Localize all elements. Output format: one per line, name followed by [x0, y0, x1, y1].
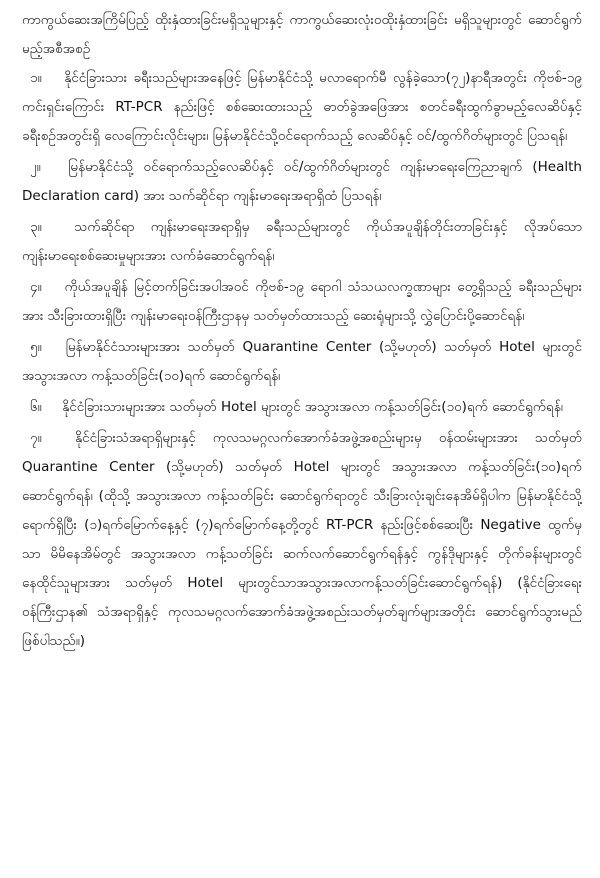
clause-number: ၂။ — [30, 159, 41, 175]
clause-number: ၄။ — [30, 279, 42, 295]
clause-text: မြန်မာနိုင်ငံသို့ ဝင်ရောက်သည့်လေဆိပ်နှင့် ဝင်/ထွက်ဂိတ်များတွင် ကျန်းမာရေးကြေညာချက် (Health Declaration card) အား သက်ဆိုင်ရာ ကျန်းမာရေးအရာရှိထံ ပြသရန်၊ — [22, 159, 582, 204]
clause-number: ၃။ — [30, 219, 42, 235]
clause-number: ၇။ — [30, 430, 42, 446]
clause-text: သက်ဆိုင်ရာ ကျန်းမာရေးအရာရှိမှ ခရီးသည်များတွင် ကိုယ်အပူချိန်တိုင်းတာခြင်းနှင့် လိုအပ်သော ကျန်းမာရေးစစ်ဆေးမှုများအား လက်ခံဆောင်ရွက်ရန်၊ — [22, 219, 582, 264]
clause-number: ၁။ — [30, 70, 42, 86]
document-heading: ကာကွယ်ဆေးအကြိမ်ပြည့် ထိုးနှံထားခြင်းမရှိသူများနှင့် ကာကွယ်ဆေးလုံးဝထိုးနှံထားခြင်း မရှိသူများတွင် ဆောင်ရွက်မည့်အစီအစဉ် — [22, 12, 582, 57]
clause-number: ၅။ — [30, 339, 42, 355]
clause-1 — [22, 64, 582, 151]
clause-4 — [22, 273, 582, 331]
clause-5 — [22, 333, 582, 391]
clause-3 — [22, 213, 582, 271]
clause-subtext: (ထိုသို့ အသွားအလာ ကန့်သတ်ခြင်း ဆောင်ရွက်ရာတွင် သီးခြားလုံးချင်းနေအိမ်ရှိပါက မြန်မာနိုင်ငံသို့ရောက်ရှိပြီး (၁)ရက်မြောက်နေ့နှင့် (၇)ရက်မြောက်နေ့တို့တွင် RT-PCR နည်းဖြင့်စစ်ဆေးပြီး Negative ထွက်မှသာ မိမိနေအိမ်တွင် အသွားအလာ ကန့်သတ်ခြင်း ဆက်လက်ဆောင်ရွက်ရန်နှင့် ကွန်ဒိုများနှင့် တိုက်ခန်းများတွင် နေထိုင်သူများအား သတ်မှတ် Hotel များတွင်သာအသွားအလာကန့်သတ်ခြင်းဆောင်ရွက်ရန်) (နိုင်ငံခြားရေးဝန်ကြီးဌာန၏ သံအရာရှိနှင့် ကုလသမဂ္ဂလက်အောက်ခံအဖွဲ့အစည်းသတ်မှတ်ချက်များအတိုင်း ဆောင်ရွက်သွားမည်ဖြစ်ပါသည်။) — [22, 488, 582, 649]
clause-text: နိုင်ငံခြားသားများအား သတ်မှတ် Hotel များတွင် အသွားအလာ ကန့်သတ်ခြင်း(၁၀)ရက် ဆောင်ရွက်ရန်၊ — [62, 399, 563, 415]
clause-text: နိုင်ငံခြားသား ခရီးသည်များအနေဖြင့် မြန်မာနိုင်ငံသို့ မလာရောက်မီ လွန်ခဲ့သော(၇၂)နာရီအတွင်း ကိုဗစ်-၁၉ ကင်းရှင်းကြောင်း RT-PCR နည်းဖြင့် စစ်ဆေးထားသည့် ဓာတ်ခွဲအဖြေအား စတင်ခရီးထွက်ခွာမည့်လေဆိပ်နှင့် ခရီးစဉ်အတွင်းရှိ လေကြောင်းလိုင်းများ၊ မြန်မာနိုင်ငံသို့ဝင်ရောက်သည့် လေဆိပ်နှင့် ဝင်/ထွက်ဂိတ်များတွင် ပြသရန်၊ — [22, 70, 582, 144]
clause-text: နိုင်ငံခြားသံအရာရှိများနှင့် ကုလသမဂ္ဂလက်အောက်ခံအဖွဲ့အစည်းများမှ ဝန်ထမ်းများအား သတ်မှတ် Quarantine Center (သို့မဟုတ်) သတ်မှတ် Hotel များတွင် အသွားအလာ ကန့်သတ်ခြင်း(၁၀)ရက် ဆောင်ရွက်ရန်၊ — [22, 430, 582, 504]
clause-text: မြန်မာနိုင်ငံသားများအား သတ်မှတ် Quarantine Center (သို့မဟုတ်) သတ်မှတ် Hotel များတွင် အသွားအလာ ကန့်သတ်ခြင်း(၁၀)ရက် ဆောင်ရွက်ရန်၊ — [22, 339, 582, 384]
clause-text: ကိုယ်အပူချိန် မြင့်တက်ခြင်းအပါအဝင် ကိုဗစ်-၁၉ ရောဂါ သံသယလက္ခဏာများ တွေ့ရှိသည့် ခရီးသည်များအား သီးခြားထားရှိပြီး ကျန်းမာရေးဝန်ကြီးဌာနမှ သတ်မှတ်ထားသည့် ဆေးရုံများသို့ လွှဲပြောင်းပို့ဆောင်ရန်၊ — [22, 279, 582, 324]
clause-2 — [22, 153, 582, 211]
clause-number: ၆။ — [30, 399, 42, 415]
clause-list — [22, 64, 582, 656]
clause-7 — [22, 424, 582, 656]
clause-6 — [22, 393, 582, 422]
